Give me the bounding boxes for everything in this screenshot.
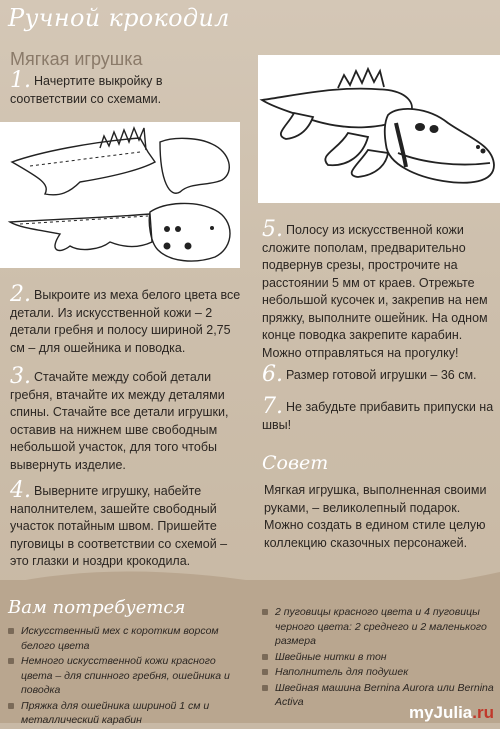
pattern-diagram [0, 122, 240, 268]
watermark-text: myJulia [408, 703, 473, 722]
crocodile-illustration [258, 55, 500, 203]
page-subtitle: Мягкая игрушка [10, 49, 143, 69]
step-text: Начертите выкройку в соответствии со схемами. [10, 74, 163, 106]
list-item: Немного искусственной кожи красного цвета – для спинного гребня, ошейника и поводка [8, 654, 240, 698]
step-text: Размер готовой игрушки – 36 см. [286, 368, 477, 382]
step-text: Полосу из искусственной кожи сложите пополам, предварительно подвернув срезы, прострочите на расстоянии 5 мм от краев. Отрежьте небольшой кусочек и, закрепив на нем пряжку, выполните ошейник. На одном конце поводка закрепите карабин. Можно отправляться на прогулку! [262, 223, 488, 360]
list-item: Швейная машина Bernina Aurora или Bernina Activa [262, 681, 494, 710]
step-number: 5. [262, 217, 283, 242]
step-number: 7. [262, 394, 283, 419]
site-watermark [409, 703, 494, 723]
crocodile-pattern-svg [0, 122, 240, 268]
list-item: Швейные нитки в тон [262, 650, 494, 665]
list-item: Искусственный мех с коротким ворсом белого цвета [8, 624, 240, 653]
step-number: 4. [10, 478, 31, 503]
step-7 [262, 394, 494, 434]
list-item: 2 пуговицы красного цвета и 4 пуговицы черного цвета: 2 среднего и 2 маленького размера [262, 605, 494, 649]
step-number: 1. [10, 68, 31, 93]
materials-title: Вам потребуется [8, 597, 186, 618]
step-text: Выверните игрушку, набейте наполнителем, зашейте свободный участок потайным швом. Пришейте пуговицы в соответствии со схемой – это глазки и ноздри крокодила. [10, 484, 228, 568]
materials-list-left [8, 624, 240, 729]
step-6 [262, 362, 494, 387]
tip-text: Мягкая игрушка, выполненная своими руками, – великолепный подарок. Можно создать в едином стиле целую коллекцию сказочных персонажей. [264, 483, 487, 550]
step-5 [262, 217, 494, 362]
step-2 [10, 282, 242, 357]
step-4 [10, 478, 242, 571]
step-1 [10, 68, 240, 108]
step-number: 2. [10, 282, 31, 307]
materials-list-right [262, 605, 494, 711]
step-text: Выкроите из меха белого цвета все детали. Из искусственной кожи – 2 детали гребня и полосу шириной 2,75 см – для ошейника и поводка. [10, 288, 241, 355]
step-number: 6. [262, 362, 283, 387]
crocodile-toy-svg [258, 55, 500, 203]
list-item: Наполнитель для подушек [262, 665, 494, 680]
step-number: 3. [10, 364, 31, 389]
watermark-suffix: .ru [472, 703, 494, 722]
list-item: Пряжка для ошейника шириной 1 см и металлический карабин [8, 699, 240, 728]
step-text: Не забудьте прибавить припуски на швы! [262, 400, 494, 432]
page-title: Ручной крокодил [8, 4, 230, 32]
tip-title: Совет [262, 452, 329, 474]
step-text: Стачайте между собой детали гребня, втачайте их между деталями спины. Стачайте все детали игрушки, оставив на нижнем шве свободным небольшой участок, для того чтобы вывернуть изделие. [10, 370, 229, 472]
step-3 [10, 364, 242, 474]
